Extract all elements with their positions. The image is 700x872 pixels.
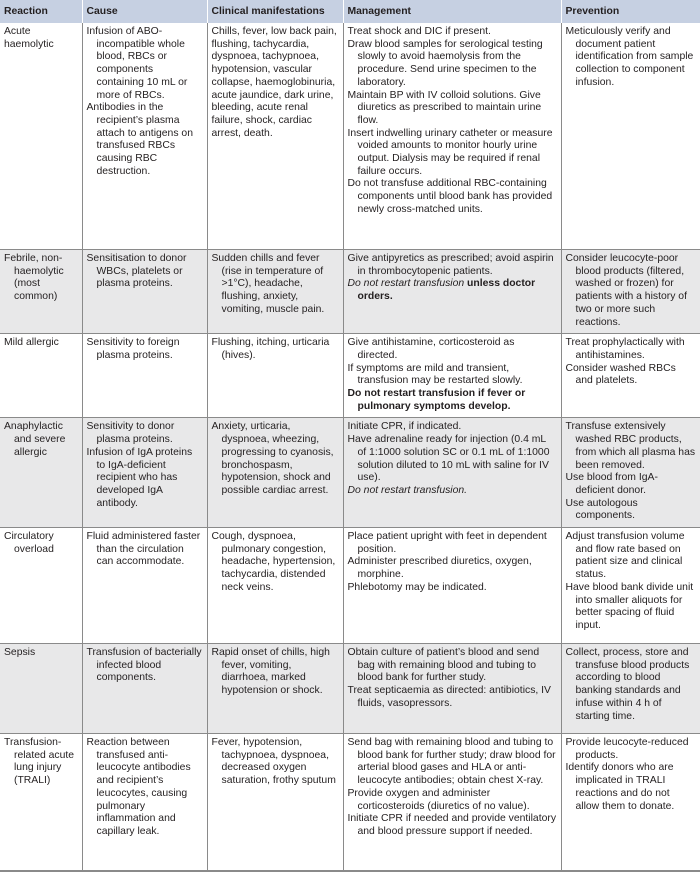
clinical-text: Cough, dyspnoea, pulmonary congestion, headache, hypertension, tachycardia, distended neck veins. [211, 531, 336, 593]
reaction-name: Anaphylactic and severe allergic [4, 421, 66, 458]
cell-clinical [207, 334, 343, 418]
management-text: Do not transfuse additional RBC-containing components until blood bank has provided newly cross-matched units. [347, 178, 553, 215]
table-row-acute-haemolytic [0, 23, 700, 250]
cell-cause [82, 250, 207, 334]
cell-clinical [207, 418, 343, 528]
cell-prevention [561, 250, 700, 334]
header-prevention: Prevention [561, 0, 700, 23]
prevention-text: Meticulously verify and document patient identification from sample collection to component infusion. [565, 26, 694, 88]
management-text: Obtain culture of patient’s blood and send bag with remaining blood and tubing to blood bank for further study. [347, 647, 540, 684]
management-text: Provide oxygen and administer corticosteroids (diuretics of no value). [347, 787, 530, 812]
cell-prevention [561, 644, 700, 734]
cell-cause [82, 528, 207, 644]
management-note [348, 485, 557, 498]
management-text: Give antipyretics as prescribed; avoid aspirin in thrombocytopenic patients. [347, 253, 554, 277]
clinical-text: Rapid onset of chills, high fever, vomiting, diarrhoea, marked hypotension or shock. [211, 647, 330, 697]
cause-text: Sensitisation to donor WBCs, platelets or plasma proteins. [86, 253, 187, 290]
management-text: Place patient upright with feet in dependent position. [347, 531, 547, 555]
cause-text: Transfusion of bacterially infected blood components. [86, 647, 202, 684]
management-text: Send bag with remaining blood and tubing to blood bank for further study; draw blood for arterial blood gases and HLA or anti-leucocyte antibodies; obtain chest X-ray. [347, 737, 556, 787]
cell-clinical [207, 644, 343, 734]
prevention-text: Collect, process, store and transfuse blood products according to blood banking standards and infuse within 4 h of starting time. [565, 647, 690, 722]
table-row-trali [0, 734, 700, 872]
cause-text: Infusion of ABO-incompatible whole blood, RBCs or components containing 10 mL or more of RBCs. [86, 26, 188, 101]
prevention-text: Use autologous components. [565, 497, 638, 522]
cell-cause [82, 644, 207, 734]
cell-reaction [0, 23, 82, 250]
reaction-name: Transfusion-related acute lung injury (TRALI) [4, 737, 75, 787]
header-management: Management [343, 0, 561, 23]
management-text: Draw blood samples for serological testing slowly to avoid haemolysis from the procedure. Send urine specimen to the laboratory. [347, 38, 543, 88]
clinical-text: Chills, fever, low back pain, flushing, tachycardia, dyspnoea, tachypnoea, hypotension, vascular collapse, haemoglobinuria, acute jaundice, dark urine, bleeding, acute renal failure, shock, cardiac arrest, death. [211, 26, 337, 139]
reaction-name: Circulatory overload [4, 531, 54, 555]
table-header [0, 0, 700, 23]
cell-clinical [207, 23, 343, 250]
cell-management [343, 250, 561, 334]
cell-management [343, 334, 561, 418]
clinical-text: Sudden chills and fever (rise in temperature of >1°C), headache, flushing, anxiety, vomiting, muscle pain. [211, 253, 325, 315]
management-text: Treat septicaemia as directed: antibiotics, IV fluids, vasopressors. [347, 685, 551, 709]
management-text: Initiate CPR, if indicated. [347, 421, 462, 433]
cell-prevention [561, 334, 700, 418]
table-row-circulatory-overload [0, 528, 700, 644]
clinical-text: Anxiety, urticaria, dyspnoea, wheezing, progressing to cyanosis, bronchospasm, hypotension, shock and possible cardiac arrest. [211, 421, 334, 496]
management-note [348, 388, 557, 413]
reaction-name: Acute haemolytic [4, 26, 54, 50]
management-text: Maintain BP with IV colloid solutions. Give diuretics as prescribed to maintain urine flow. [347, 89, 542, 126]
cell-reaction [0, 528, 82, 644]
management-note [348, 278, 557, 303]
cell-prevention [561, 734, 700, 872]
header-row [0, 0, 700, 23]
prevention-text: Transfuse extensively washed RBC products, from which all plasma has been removed. [565, 421, 696, 471]
table-body [0, 23, 700, 871]
management-text: Give antihistamine, corticosteroid as directed. [347, 337, 515, 361]
cell-cause [82, 23, 207, 250]
cell-clinical [207, 734, 343, 872]
header-reaction: Reaction [0, 0, 82, 23]
management-text: Administer prescribed diuretics, oxygen, morphine. [347, 556, 532, 581]
clinical-text: Fever, hypotension, tachypnoea, dyspnoea, decreased oxygen saturation, frothy sputum [211, 737, 336, 787]
cell-reaction [0, 250, 82, 334]
cell-management [343, 734, 561, 872]
clinical-text: Flushing, itching, urticaria (hives). [211, 337, 330, 361]
prevention-text: Have blood bank divide unit into smaller aliquots for better spacing of fluid input. [565, 581, 694, 631]
table-row-febrile-non-haemolytic [0, 250, 700, 334]
table-row-anaphylactic [0, 418, 700, 528]
cause-text: Sensitivity to donor plasma proteins. [86, 421, 175, 446]
management-text: Treat shock and DIC if present. [347, 26, 491, 37]
reaction-name: Sepsis [4, 647, 36, 659]
cell-cause [82, 734, 207, 872]
cell-reaction [0, 734, 82, 872]
prevention-text: Use blood from IgA-deficient donor. [565, 472, 658, 496]
table-row-mild-allergic [0, 334, 700, 418]
cell-prevention [561, 23, 700, 250]
prevention-text: Consider washed RBCs and platelets. [565, 362, 676, 387]
cause-text: Infusion of IgA proteins to IgA-deficient recipient who has developed IgA antibody. [86, 446, 193, 509]
management-italic-note: Do not restart transfusion. [347, 484, 468, 496]
cell-management [343, 528, 561, 644]
cell-cause [82, 418, 207, 528]
cell-cause [82, 334, 207, 418]
cause-text: Antibodies in the recipient’s plasma attach to antigens on transfused RBCs causing RBC destruction. [86, 102, 193, 177]
cell-prevention [561, 418, 700, 528]
management-text: If symptoms are mild and transient, transfusion may be restarted slowly. [347, 362, 523, 387]
header-clinical-manifestations: Clinical manifestations [207, 0, 343, 23]
reaction-name: Mild allergic [4, 337, 59, 349]
management-italic-note: Do not restart transfusion [347, 278, 465, 290]
reaction-name: Febrile, non-haemolytic (most common) [4, 253, 64, 303]
prevention-text: Adjust transfusion volume and flow rate based on patient size and clinical status. [565, 531, 685, 581]
cell-reaction [0, 418, 82, 528]
header-cause: Cause [82, 0, 207, 23]
cell-reaction [0, 334, 82, 418]
management-text: Have adrenaline ready for injection (0.4 mL of 1:1000 solution SC or 0.1 mL of 1:1000 solution diluted to 10 mL with saline for IV use). [347, 434, 550, 484]
cause-text: Reaction between transfused anti-leucocyte antibodies and recipient’s leucocytes, causing pulmonary inflammation and capillary leak. [86, 737, 191, 837]
prevention-text: Identify donors who are implicated in TRALI reactions and do not allow them to donate. [565, 762, 675, 812]
cause-text: Fluid administered faster than the circulation can accommodate. [86, 531, 201, 568]
cell-management [343, 644, 561, 734]
management-text: Phlebotomy may be indicated. [347, 581, 487, 593]
table-row-sepsis [0, 644, 700, 734]
management-bold-note: unless doctor orders. [357, 278, 536, 303]
cell-management [343, 23, 561, 250]
cell-prevention [561, 528, 700, 644]
cell-clinical [207, 250, 343, 334]
cell-management [343, 418, 561, 528]
prevention-text: Treat prophylactically with antihistamines. [565, 337, 685, 361]
management-text: Insert indwelling urinary catheter or measure voided amounts to monitor hourly urine output. Dialysis may be required if renal failure occurs. [347, 127, 553, 177]
prevention-text: Provide leucocyte-reduced products. [565, 737, 689, 761]
management-text: Initiate CPR if needed and provide ventilatory and blood pressure support if needed. [347, 813, 557, 837]
management-bold-note: Do not restart transfusion if fever or pulmonary symptoms develop. [347, 388, 526, 412]
cell-reaction [0, 644, 82, 734]
cause-text: Sensitivity to foreign plasma proteins. [86, 337, 180, 361]
cell-clinical [207, 528, 343, 644]
prevention-text: Consider leucocyte-poor blood products (filtered, washed or frozen) for patients with a history of two or more such reactions. [565, 253, 687, 328]
